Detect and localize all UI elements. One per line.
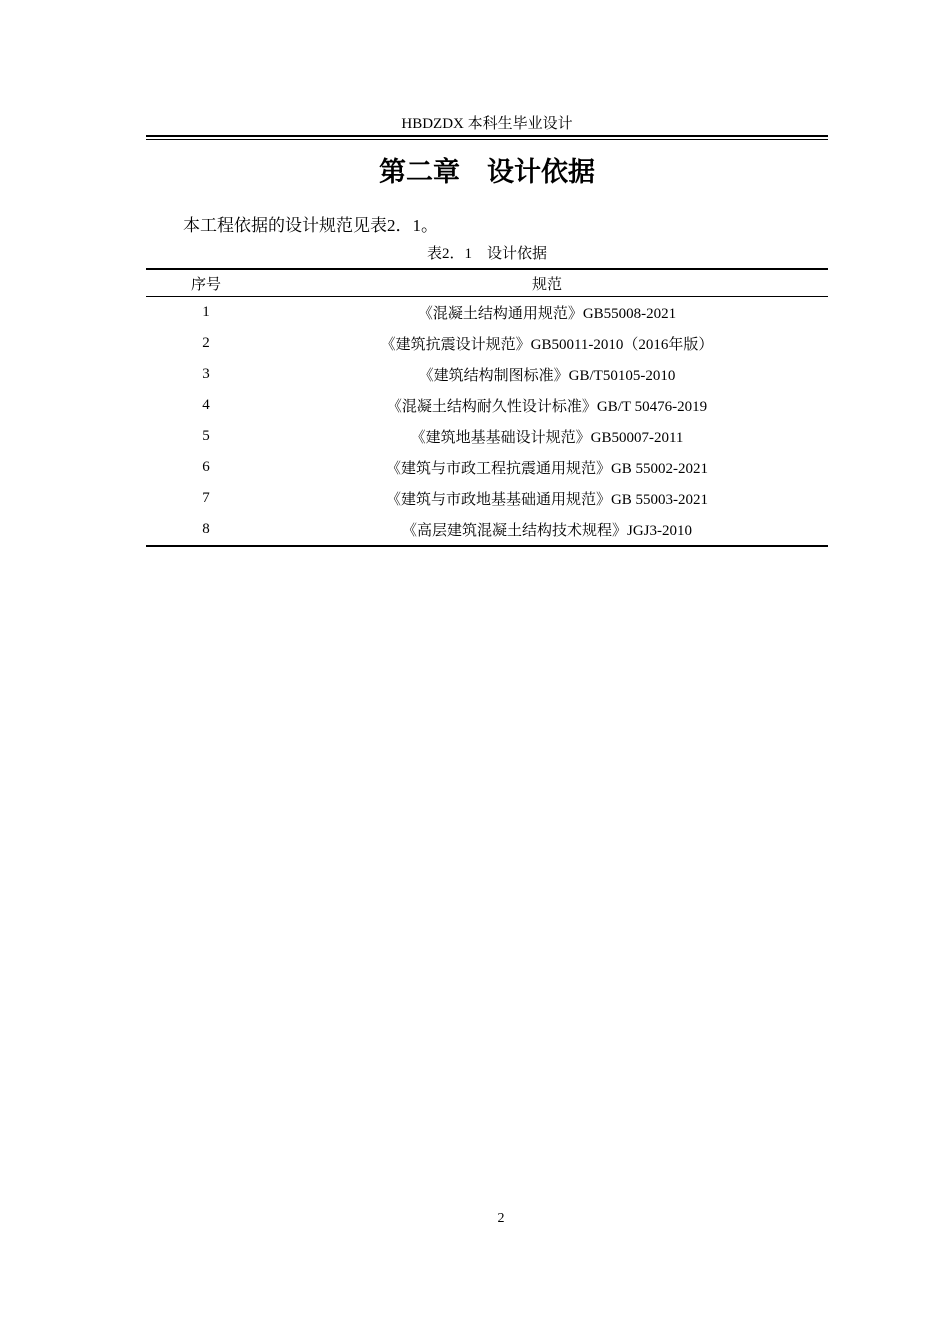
table-row [146,452,828,483]
row-specification: 《高层建筑混凝土结构技术规程》JGJ3-2010 [401,523,692,539]
row-specification: 《建筑与市政工程抗震通用规范》GB 55002-2021 [385,461,709,477]
row-number: 3 [202,366,210,382]
row-specification: 《混凝土结构耐久性设计标准》GB/T 50476-2019 [386,399,708,415]
row-number: 6 [202,459,210,475]
header-rule-thick [146,135,828,137]
column-header-specification: 规范 [266,269,828,297]
table-caption: 表2．1 设计依据 [426,246,547,262]
row-specification: 《建筑与市政地基基础通用规范》GB 55003-2021 [385,492,709,508]
table-row [146,483,828,514]
row-specification: 《建筑结构制图标准》GB/T50105-2010 [418,368,676,384]
row-number: 1 [202,304,210,320]
intro-paragraph: 本工程依据的设计规范见表2．1。 [183,216,438,235]
row-specification: 《建筑地基基础设计规范》GB50007-2011 [410,430,684,446]
page-number: 2 [497,1211,505,1226]
table-row [146,421,828,452]
header-rule-thin [146,139,828,140]
table-header-row [146,269,828,297]
running-header: HBDZDX 本科生毕业设计 [401,116,573,132]
design-basis-table [146,268,828,547]
table-row [146,514,828,546]
column-header-number: 序号 [146,269,266,297]
row-number: 2 [202,335,210,351]
row-number: 8 [202,521,210,537]
row-specification: 《混凝土结构通用规范》GB55008-2021 [417,306,677,322]
table-row [146,328,828,359]
table-row [146,359,828,390]
table-row [146,297,828,329]
row-specification: 《建筑抗震设计规范》GB50011-2010（2016年版） [380,337,714,353]
table-row [146,390,828,421]
row-number: 4 [202,397,210,413]
row-number: 5 [202,428,210,444]
row-number: 7 [202,490,210,506]
chapter-title: 第二章 设计依据 [379,157,595,188]
